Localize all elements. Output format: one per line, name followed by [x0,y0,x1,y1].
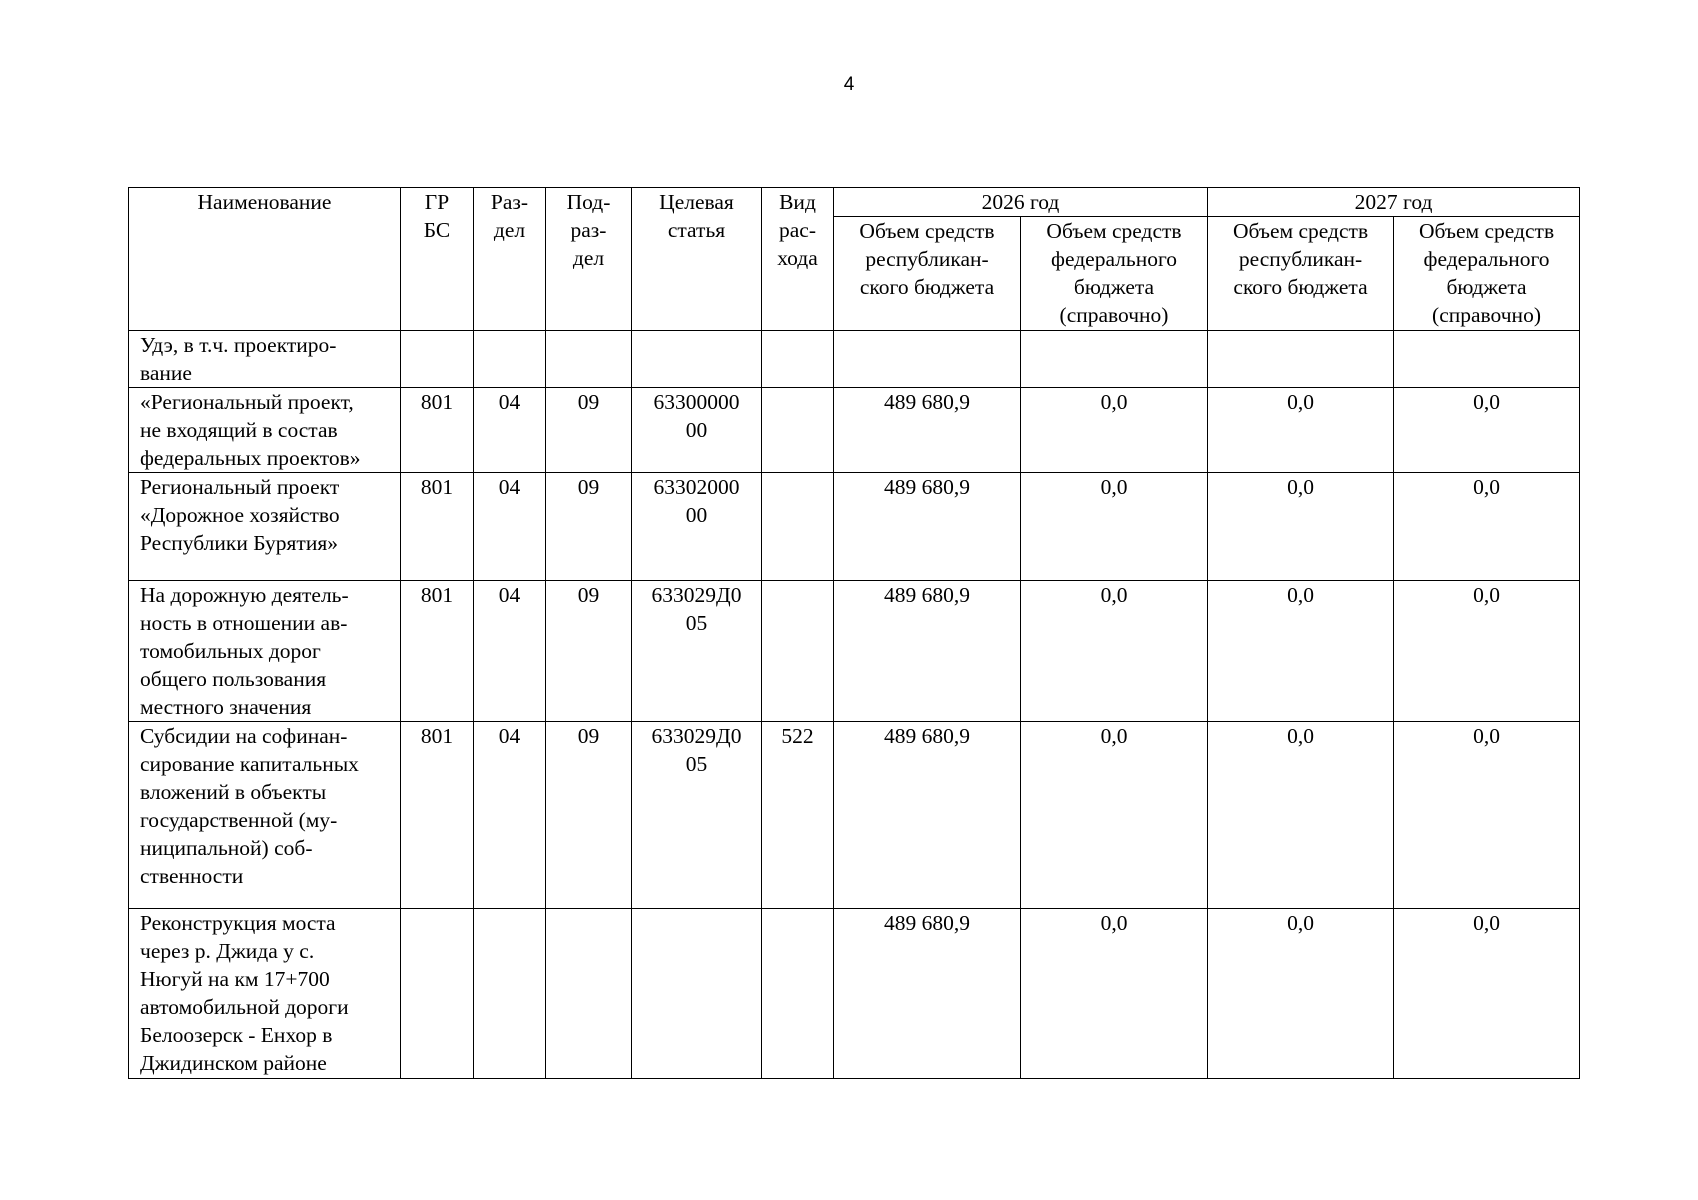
row-rep-2026: 489 680,9 [834,909,1021,1079]
row-razdel: 04 [474,473,546,581]
header-fed-2026: Объем средств федерального бюджета (справочно) [1021,217,1208,331]
header-fed-2027: Объем средств федерального бюджета (справочно) [1394,217,1580,331]
header-year-2027: 2027 год [1208,188,1580,217]
row-rep-2026: 489 680,9 [834,388,1021,473]
row-grbs: 801 [401,581,474,722]
table-row [129,331,1580,388]
row-fed-2026 [1021,331,1208,388]
row-razdel: 04 [474,388,546,473]
row-celevaya: 633029Д0 05 [632,722,762,909]
row-celevaya [632,909,762,1079]
row-vid [762,581,834,722]
row-fed-2027 [1394,331,1580,388]
row-podrazdel: 09 [546,722,632,909]
row-grbs [401,909,474,1079]
row-rep-2026: 489 680,9 [834,473,1021,581]
row-grbs: 801 [401,388,474,473]
header-celevaya: Целевая статья [632,188,762,331]
row-rep-2027: 0,0 [1208,473,1394,581]
row-podrazdel [546,909,632,1079]
row-rep-2026: 489 680,9 [834,722,1021,909]
page-number: 4 [843,74,855,95]
row-vid [762,473,834,581]
header-vid: Вид рас- хода [762,188,834,331]
row-fed-2027: 0,0 [1394,581,1580,722]
row-podrazdel: 09 [546,473,632,581]
table-row [129,722,1580,909]
table-row [129,388,1580,473]
row-rep-2027: 0,0 [1208,909,1394,1079]
row-vid: 522 [762,722,834,909]
row-name: Реконструкция моста через р. Джида у с. Нюгуй на км 17+700 автомобильной дороги Белоозерск - Енхор в Джидинском районе [129,909,401,1079]
row-podrazdel: 09 [546,581,632,722]
row-razdel: 04 [474,722,546,909]
budget-table [128,187,1580,1079]
row-rep-2027: 0,0 [1208,581,1394,722]
header-rep-2026: Объем средств республикан- ского бюджета [834,217,1021,331]
row-fed-2027: 0,0 [1394,473,1580,581]
row-rep-2027 [1208,331,1394,388]
header-razdel: Раз- дел [474,188,546,331]
row-fed-2026: 0,0 [1021,581,1208,722]
row-name: Субсидии на софинан- сирование капитальных вложений в объекты государственной (му- ниципальной) соб- ственности [129,722,401,909]
row-celevaya: 63300000 00 [632,388,762,473]
row-fed-2027: 0,0 [1394,722,1580,909]
header-year-2026: 2026 год [834,188,1208,217]
header-row-top [129,188,1580,217]
row-podrazdel: 09 [546,388,632,473]
row-vid [762,909,834,1079]
row-rep-2026 [834,331,1021,388]
row-name: «Региональный проект, не входящий в состав федеральных проектов» [129,388,401,473]
table-row [129,473,1580,581]
header-grbs: ГР БС [401,188,474,331]
header-name: Наименование [129,188,401,331]
row-rep-2026: 489 680,9 [834,581,1021,722]
table-row [129,909,1580,1079]
row-fed-2026: 0,0 [1021,388,1208,473]
header-podrazdel: Под- раз- дел [546,188,632,331]
row-fed-2026: 0,0 [1021,909,1208,1079]
row-celevaya [632,331,762,388]
row-grbs [401,331,474,388]
row-grbs: 801 [401,722,474,909]
row-razdel [474,909,546,1079]
row-vid [762,388,834,473]
row-rep-2027: 0,0 [1208,388,1394,473]
row-grbs: 801 [401,473,474,581]
row-razdel [474,331,546,388]
row-razdel: 04 [474,581,546,722]
table-row [129,581,1580,722]
row-rep-2027: 0,0 [1208,722,1394,909]
row-fed-2027: 0,0 [1394,909,1580,1079]
row-fed-2026: 0,0 [1021,722,1208,909]
row-name: На дорожную деятель- ность в отношении ав- томобильных дорог общего пользования местного значения [129,581,401,722]
row-celevaya: 63302000 00 [632,473,762,581]
row-celevaya: 633029Д0 05 [632,581,762,722]
header-rep-2027: Объем средств республикан- ского бюджета [1208,217,1394,331]
row-vid [762,331,834,388]
row-name: Удэ, в т.ч. проектиро- вание [129,331,401,388]
row-fed-2027: 0,0 [1394,388,1580,473]
row-fed-2026: 0,0 [1021,473,1208,581]
row-podrazdel [546,331,632,388]
row-name: Региональный проект «Дорожное хозяйство Республики Бурятия» [129,473,401,581]
